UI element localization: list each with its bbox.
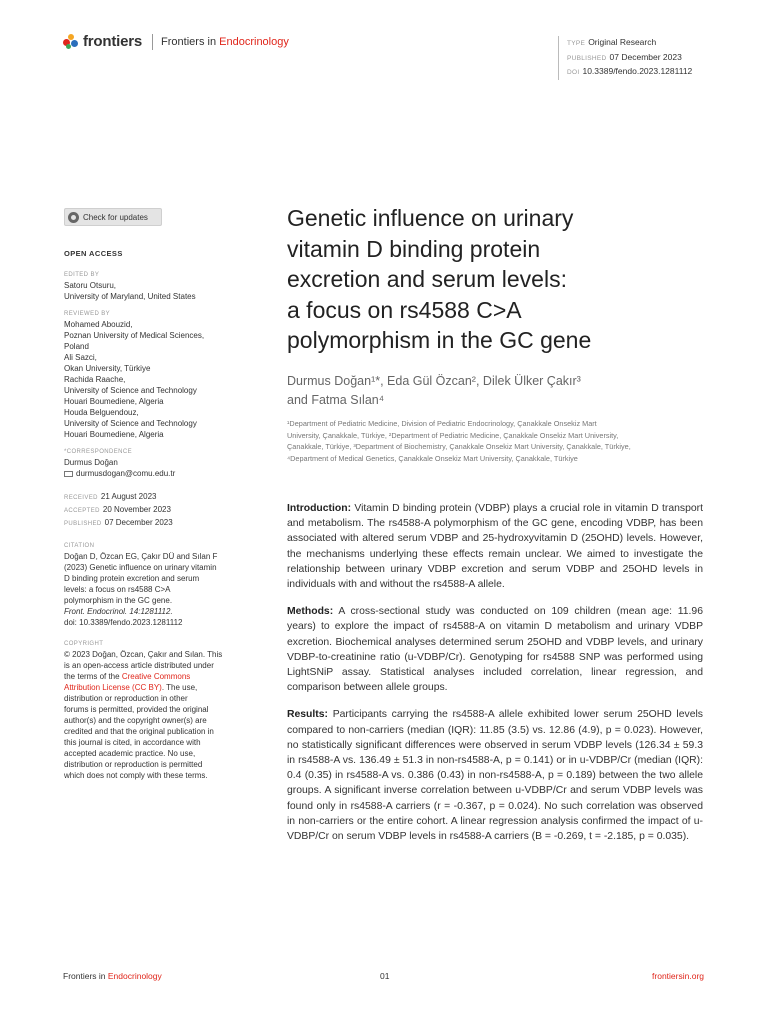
journal-name[interactable] [161,36,289,48]
copyright-line: accepted academic practice. No use, [64,749,196,758]
section-heading: Introduction: [287,503,352,514]
abstract [287,501,703,856]
license-link[interactable]: Creative Commons [121,672,191,681]
copyright-line: is an open-access article distributed under [64,661,214,670]
published-label: PUBLISHED [567,54,607,62]
affiliation-line: Çanakkale, Türkiye, ³Department of Biochemistry, Çanakkale Onsekiz Mart University, Çanakkale, Türkiye, [287,442,631,451]
authors-line[interactable]: Durmus Doğan¹*, Eda Gül Özcan², Dilek Ülker Çakır³ [287,374,581,388]
citation-doi[interactable]: doi: 10.3389/fendo.2023.1281112 [64,618,183,627]
reviewer-line: Poland [64,342,89,351]
citation-line: D binding protein excretion and serum [64,574,200,583]
reviewer-line: University of Science and Technology [64,419,197,428]
copyright-line: distribution or reproduction is permitted [64,760,203,769]
reviewer-line: Houari Boumediene, Algeria [64,397,164,406]
page-number: 01 [380,971,390,981]
check-updates-icon [68,212,79,223]
copyright-text: . The use, [161,683,198,692]
frontiers-logo-icon [63,34,79,50]
affiliation-line: ⁴Department of Medical Genetics, Çanakkale Onsekiz Mart University, Çanakkale, Türkiye [287,453,578,463]
footer-journal-name: Endocrinology [107,971,162,981]
received-date: 21 August 2023 [100,492,157,501]
copyright-line: forums is permitted, provided the original [64,705,209,714]
check-updates-label: Check for updates [83,212,148,222]
reviewer-line: University of Science and Technology [64,386,197,395]
section-text: A cross-sectional study was conducted on 109 children (mean age: 11.96 years) to explore the impact of rs4588-A on vitamin D metabolism and urinary VDBP excretion. Biochemical analyses determined serum 25OHD and VDBP levels, and urinary VDBP-to-creatinine ratio (u-VDBP/Cr). Genotyping for rs4588 SNP was performed using LightSNiP assay. Statistical analyses included correlation, linear regression, and comparison between allele groups. [287,606,703,694]
type-value: Original Research [588,37,657,47]
citation-line: (2023) Genetic influence on urinary vitamin [64,563,217,572]
citation-line: Front. Endocrinol. 14:1281112. [64,607,173,616]
check-updates-button[interactable] [64,208,162,226]
article-meta [558,36,692,80]
copyright-line: distribution or reproduction in other [64,694,188,703]
license-link[interactable]: Attribution License (CC BY) [64,683,162,692]
copyright-line: © 2023 Doğan, Özcan, Çakır and Sılan. This [64,650,223,659]
copyright-line [64,671,254,682]
title-line: excretion and serum levels: [287,266,567,292]
journal-header [63,33,289,50]
doi-link[interactable]: 10.3389/fendo.2023.1281112 [582,66,693,76]
abstract-methods [287,604,703,695]
brand-name[interactable]: frontiers [83,33,143,50]
reviewer-line: Rachida Raache, [64,375,126,384]
published-date: 07 December 2023 [104,518,173,527]
published-value: 07 December 2023 [609,51,682,62]
email-icon [64,471,73,477]
edited-by-label: EDITED BY [64,272,100,278]
header-divider [152,34,153,50]
reviewer-line: Mohamed Abouzid, [64,320,133,329]
abstract-introduction [287,501,703,592]
article-title [287,203,687,356]
copyright-line [64,682,254,693]
reviewer-line: Poznan University of Medical Sciences, [64,331,205,340]
citation-line: polymorphism in the GC gene. [64,596,173,605]
citation-line: Doğan D, Özcan EG, Çakır DÜ and Sılan F [64,552,218,561]
copyright-line: credited and that the original publication in [64,727,214,736]
affiliations [287,418,707,464]
reviewer-line: Ali Sazci, [64,353,97,362]
affiliation-line: University, Çanakkale, Türkiye, ²Department of Pediatric Medicine, Çanakkale Onsekiz Mart University, [287,430,619,440]
accepted-label: ACCEPTED [64,508,100,514]
correspondence-email[interactable]: durmusdogan@comu.edu.tr [76,469,176,478]
type-label: TYPE [567,40,586,47]
author-list [287,372,687,410]
article-dates [64,491,254,530]
copyright-line: which does not comply with these terms. [64,771,208,780]
published-label: PUBLISHED [64,521,102,527]
correspondence-label: *CORRESPONDENCE [64,449,133,455]
affiliation-line: ¹Department of Pediatric Medicine, Division of Pediatric Endocrinology, Çanakkale Onsekiz Mart [287,419,597,428]
citation-label: CITATION [64,543,95,549]
copyright-line: this journal is cited, in accordance with [64,738,201,747]
open-access-label: OPEN ACCESS [64,249,123,258]
authors-line[interactable]: and Fatma Sılan⁴ [287,393,385,407]
journal-prefix: Frontiers in [161,35,217,48]
doi-label: DOI [567,69,580,76]
correspondence-email-row [64,468,254,479]
journal-title: Endocrinology [219,35,289,48]
section-text: Participants carrying the rs4588-A allele exhibited lower serum 25OHD levels compared to non-carriers (median (IQR): 11.85 (3.5) vs. 12.86 (4.9), p = 0.023). However, no statistically significant differences were observed in serum VDBP levels (126.34 ± 59.3 in rs4588-A vs. 136.49 ± 51.3 in non-rs4588-A, p = 0.141) or in u-VDBP/Cr (median (IQR): 0.4 (0.35) in rs4588-A vs. 0.386 (0.43) in non-rs4588-A, p = 0.189) between the two allele groups. A significant inverse correlation between u-VDBP/Cr and serum VDBP levels was found only in rs4588-A carriers (r = -0.367, p = 0.024). No such correlation was observed in non-carriers or the entire cohort. A linear regression analysis confirmed the impact of u-VDBP/Cr on serum VDBP levels in rs4588-A carriers (B = -0.269, t = -2.185, p = 0.035). [287,709,703,843]
reviewed-by-label: REVIEWED BY [64,311,111,317]
title-line: Genetic influence on urinary [287,205,574,231]
title-line: a focus on rs4588 C>A [287,296,522,323]
citation-line: levels: a focus on rs4588 C>A [64,585,171,594]
title-line: vitamin D binding protein [287,235,541,262]
correspondence-name: Durmus Doğan [64,458,118,467]
sidebar [64,248,254,781]
section-heading: Methods: [287,606,334,618]
site-link-text: frontiersin.org [652,971,704,981]
copyright-line: author(s) and the copyright owner(s) are [64,716,207,725]
copyright-label: COPYRIGHT [64,641,104,647]
copyright-text: the terms of the [64,672,122,681]
section-text: Vitamin D binding protein (VDBP) plays a crucial role in vitamin D transport and metabolism. The rs4588-A polymorphism of the GC gene, encoding VDBP, has been associated with altered serum VDBP and 25-hydroxyvitamin D (25OHD) levels. However, the mechanisms underlying these effects remain unclear. We aimed to investigate the relationship between urinary VDBP excretion and serum VDBP and 25OHD levels in individuals with and without the rs4588-A allele. [287,503,703,591]
footer-journal [63,971,162,981]
abstract-results [287,707,703,844]
reviewer-line: Okan University, Türkiye [64,364,151,373]
accepted-date: 20 November 2023 [102,505,171,514]
reviewer-line: Houda Belguendouz, [64,408,139,417]
title-line: polymorphism in the GC gene [287,327,592,353]
section-heading: Results: [287,709,328,721]
editor-line: University of Maryland, United States [64,292,196,301]
editor-line: Satoru Otsuru, [64,281,117,290]
received-label: RECEIVED [64,495,98,501]
footer-journal-prefix: Frontiers in [63,971,106,981]
reviewer-line: Houari Boumediene, Algeria [64,430,164,439]
footer-site-link[interactable] [652,971,704,981]
